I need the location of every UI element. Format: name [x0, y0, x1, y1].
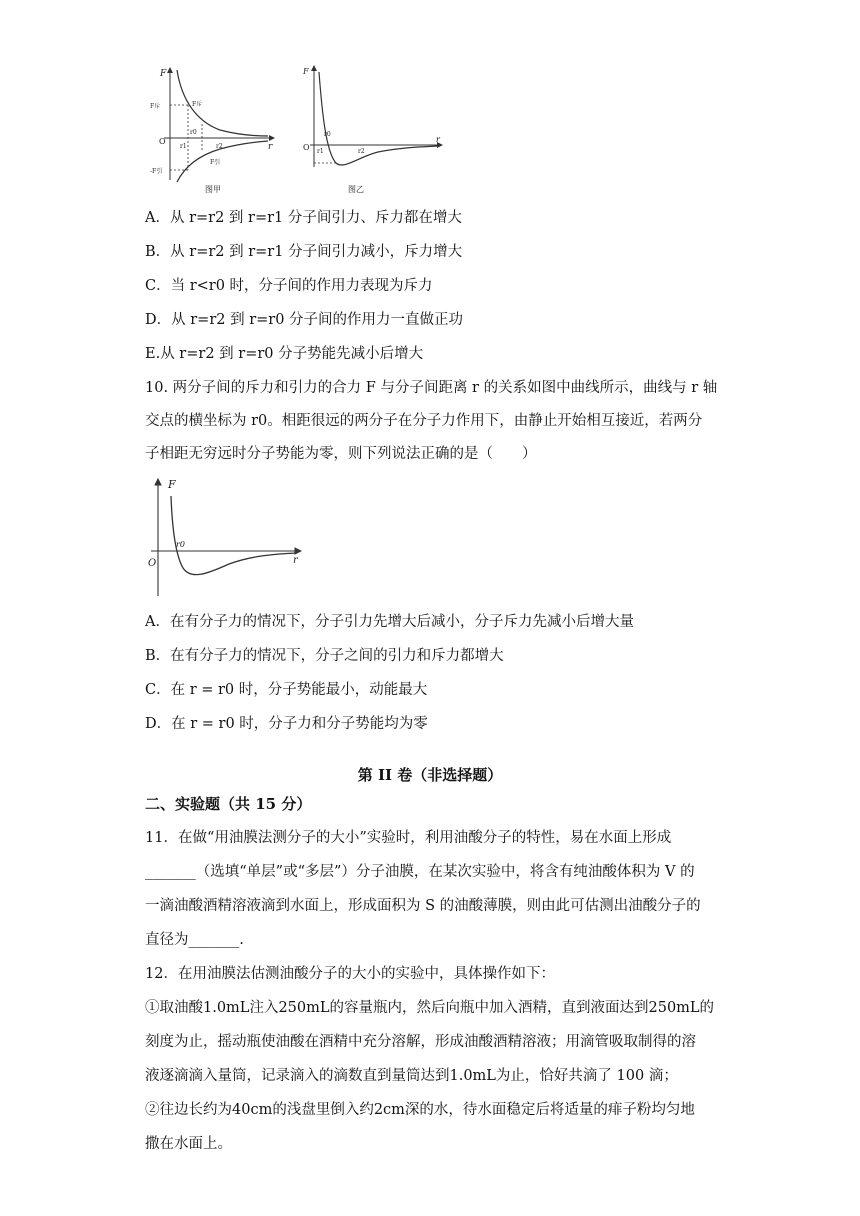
q10-force-curve — [171, 496, 297, 575]
q12-line-3: 刻度为止，摇动瓶使油酸在酒精中充分溶解，形成油酸酒精溶液；用滴管吸取制得的溶 — [145, 1034, 696, 1050]
yi-r1-label: r1 — [317, 148, 324, 155]
figure-q10 — [143, 474, 308, 602]
jia-r2-label: r2 — [216, 143, 223, 150]
q10-option-d: D．在 r = r0 时，分子力和分子势能均为零 — [145, 716, 428, 732]
jia-repulsive-curve — [177, 70, 268, 136]
q11-line-4: 直径为_______. — [145, 932, 244, 948]
yi-axis-r-label: r — [436, 135, 440, 144]
q12-line-6: 撒在水面上。 — [145, 1136, 232, 1152]
yi-origin-label: O — [303, 143, 310, 152]
q10-option-b: B．在有分子力的情况下，分子之间的引力和斥力都增大 — [145, 648, 504, 664]
q11-line-1: 11．在做“用油膜法测分子的大小”实验时，利用油酸分子的特性，易在水面上形成 — [145, 830, 672, 846]
q9-option-e: E.从 r=r2 到 r=r0 分子势能先减小后增大 — [145, 346, 424, 362]
yi-caption: 图乙 — [348, 185, 364, 194]
q12-line-4: 液逐滴滴入量筒，记录滴入的滴数直到量筒达到1.0mL为止，恰好共滴了 100 滴； — [145, 1068, 678, 1084]
q12-line-2: ①取油酸1.0mL注入250mL的容量瓶内，然后向瓶中加入酒精，直到液面达到250mL的 — [145, 1000, 715, 1016]
figure-jia — [150, 62, 280, 197]
jia-f-attract-label: F引 — [210, 159, 221, 166]
q11-line-2: _______（选填“单层”或“多层”）分子油膜，在某次实验中，将含有纯油酸体积为 V 的 — [145, 864, 695, 880]
yi-force-curve — [319, 72, 438, 165]
jia-r0-label: r0 — [190, 129, 197, 136]
figure-yi — [298, 62, 448, 197]
q9-option-d: D．从 r=r2 到 r=r0 分子间的作用力一直做正功 — [145, 312, 464, 328]
q10-stem-line-3: 子相距无穷远时分子势能为零，则下列说法正确的是（ ） — [145, 446, 537, 462]
q11-line-3: 一滴油酸酒精溶液滴到水面上，形成面积为 S 的油酸薄膜，则由此可估测出油酸分子的 — [145, 898, 701, 914]
jia-f-small-label: F斥 — [192, 101, 203, 108]
q9-option-c: C．当 r<r0 时，分子间的作用力表现为斥力 — [145, 278, 433, 294]
jia-caption: 图甲 — [205, 185, 221, 194]
q12-line-5: ②往边长约为40cm的浅盘里倒入约2cm深的水，待水面稳定后将适量的痱子粉均匀地 — [145, 1102, 695, 1118]
q10-stem-line-2: 交点的横坐标为 r0。相距很远的两分子在分子力作用下，由静止开始相互接近，若两分 — [145, 413, 703, 429]
q10-r0-label: r0 — [176, 540, 185, 549]
q9-option-b: B．从 r=r2 到 r=r1 分子间引力减小，斥力增大 — [145, 244, 463, 260]
section-heading: 二、实验题（共 15 分） — [145, 795, 312, 813]
jia-f-repulsive-label: F斥 — [150, 103, 161, 110]
q10-stem-line-1: 10. 两分子间的斥力和引力的合力 F 与分子间距离 r 的关系如图中曲线所示，曲线与 r 轴 — [145, 380, 718, 396]
q10-axis-f-label: F — [168, 478, 176, 491]
q10-axis-r-label: r — [293, 555, 298, 566]
q12-line-1: 12．在用油膜法估测油酸分子的大小的实验中，具体操作如下： — [145, 966, 555, 982]
volume-title: 第 II 卷（非选择题） — [357, 766, 503, 784]
q10-origin-label: O — [148, 558, 157, 569]
yi-r2-label: r2 — [358, 148, 365, 155]
jia-neg-f-label: -F引 — [150, 168, 163, 175]
jia-axis-f-label: F — [160, 69, 167, 79]
q10-option-a: A．在有分子力的情况下，分子引力先增大后减小，分子斥力先减小后增大量 — [145, 614, 634, 630]
q9-option-a: A．从 r=r2 到 r=r1 分子间引力、斥力都在增大 — [145, 210, 462, 226]
yi-axis-f-label: F — [303, 67, 309, 76]
jia-origin-label: O — [159, 137, 166, 146]
jia-r1-label: r1 — [180, 143, 187, 150]
q10-option-c: C．在 r = r0 时，分子势能最小，动能最大 — [145, 682, 428, 698]
jia-axis-r-label: r — [268, 142, 273, 152]
yi-r0-label: r0 — [324, 131, 331, 138]
